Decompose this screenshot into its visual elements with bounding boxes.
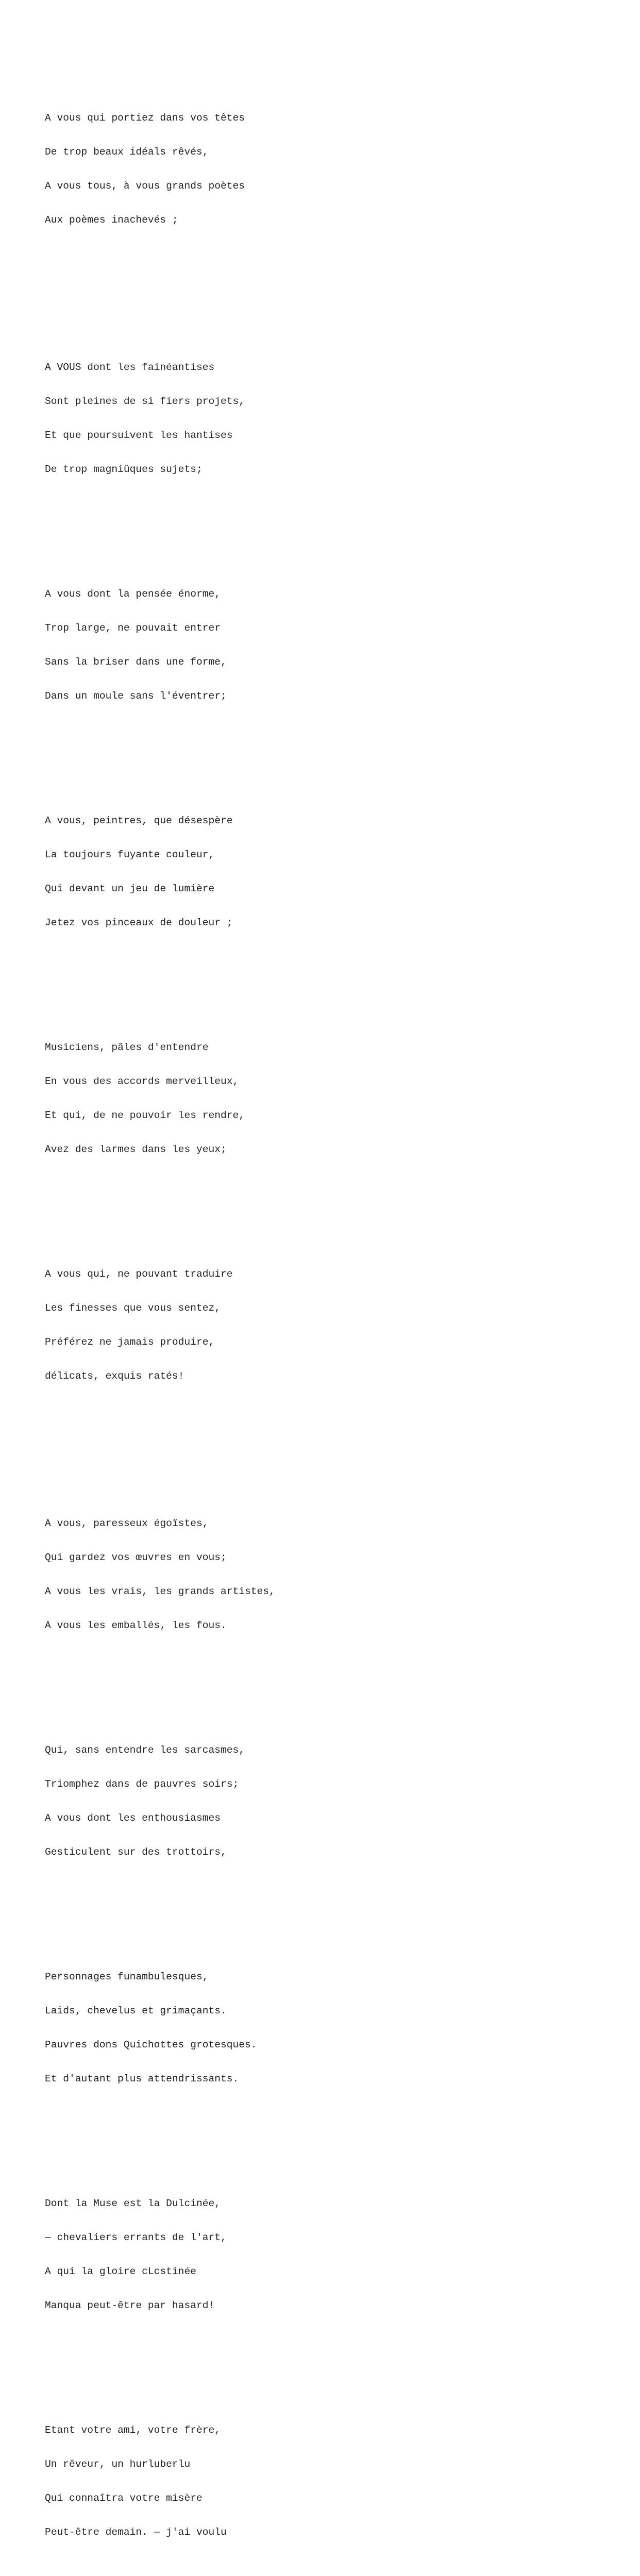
- poem-line: A vous qui, ne pouvant traduire: [45, 1268, 233, 1280]
- poem-line: Qui connaîtra votre misère: [45, 2493, 203, 2504]
- poem-line: A vous qui portiez dans vos têtes: [45, 112, 245, 124]
- poem-line: Musiciens, pâles d'entendre: [45, 1042, 209, 1053]
- poem-line: A vous, paresseux égoïstes,: [45, 1518, 209, 1529]
- poem-line: La toujours fuyante couleur,: [45, 849, 215, 860]
- poem-line: Préférez ne jamais produire,: [45, 1336, 215, 1348]
- stanza-11: [45, 2402, 612, 2561]
- poem-line: Gesticulent sur des trottoirs,: [45, 1846, 227, 1858]
- poem-line: A vous les emballés, les fous.: [45, 1620, 227, 1631]
- poem-line: Qui devant un jeu de lumière: [45, 883, 215, 894]
- poem-line: Sont pleines de si fiers projets,: [45, 396, 245, 407]
- poem-line: Et d'autant plus attendrissants.: [45, 2073, 239, 2084]
- poem-line: Dont la Muse est la Dulcinée,: [45, 2198, 221, 2209]
- stanza-2: [45, 339, 612, 498]
- poem-line: Laids, chevelus et grimaçants.: [45, 2005, 227, 2016]
- poem-line: Et qui, de ne pouvoir les rendre,: [45, 1110, 245, 1121]
- poem-line: Dans un moule sans l'éventrer;: [45, 690, 227, 702]
- poem-text: [45, 56, 612, 2576]
- poem-line: Peut-être demain. — j'ai voulu: [45, 2527, 227, 2538]
- poem-line: Avez des larmes dans les yeux;: [45, 1144, 227, 1155]
- stanza-8: [45, 1722, 612, 1880]
- stanza-1: [45, 90, 612, 248]
- stanza-3: [45, 566, 612, 724]
- poem-line: Les finesses que vous sentez,: [45, 1302, 221, 1314]
- poem-line: Aux poèmes inachevés ;: [45, 214, 178, 226]
- stanza-7: [45, 1495, 612, 1654]
- stanza-6: [45, 1246, 612, 1404]
- poem-line: A vous dont la pensée énorme,: [45, 588, 221, 600]
- poem-line: — chevaliers errants de l'art,: [45, 2232, 227, 2243]
- poem-line: délicats, exquis ratés!: [45, 1370, 184, 1382]
- poem-line: Etant votre ami, votre frère,: [45, 2425, 221, 2436]
- poem-line: Pauvres dons Quichottes grotesques.: [45, 2039, 257, 2050]
- poem-line: A qui la gloire cLcstinée: [45, 2266, 196, 2277]
- poem-line: A vous tous, à vous grands poètes: [45, 180, 245, 192]
- poem-line: Sans la briser dans une forme,: [45, 656, 227, 668]
- poem-line: Et que poursuivent les hantises: [45, 430, 233, 441]
- poem-line: Jetez vos pinceaux de douleur ;: [45, 917, 233, 928]
- poem-line: Trop large, ne pouvait entrer: [45, 622, 221, 634]
- poem-line: Un rêveur, un hurluberlu: [45, 2459, 191, 2470]
- stanza-10: [45, 2175, 612, 2334]
- poem-line: A vous, peintres, que désespère: [45, 815, 233, 826]
- poem-line: De trop beaux idéals rêvés,: [45, 146, 209, 158]
- poem-line: Qui gardez vos œuvres en vous;: [45, 1552, 227, 1563]
- stanza-9: [45, 1948, 612, 2107]
- poem-line: En vous des accords merveilleux,: [45, 1076, 239, 1087]
- poem-line: Triomphez dans de pauvres soirs;: [45, 1778, 239, 1790]
- poem-line: A VOUS dont les fainéantises: [45, 362, 215, 373]
- poem-line: Personnages funambulesques,: [45, 1971, 209, 1982]
- poem-line: Manqua peut-être par hasard!: [45, 2300, 215, 2311]
- poem-line: A vous dont les enthousiasmes: [45, 1812, 221, 1824]
- poem-line: De trop magniûques sujets;: [45, 464, 203, 475]
- poem-line: A vous les vrais, les grands artistes,: [45, 1586, 275, 1597]
- stanza-5: [45, 1019, 612, 1178]
- stanza-4: [45, 792, 612, 951]
- poem-line: Qui, sans entendre les sarcasmes,: [45, 1744, 245, 1756]
